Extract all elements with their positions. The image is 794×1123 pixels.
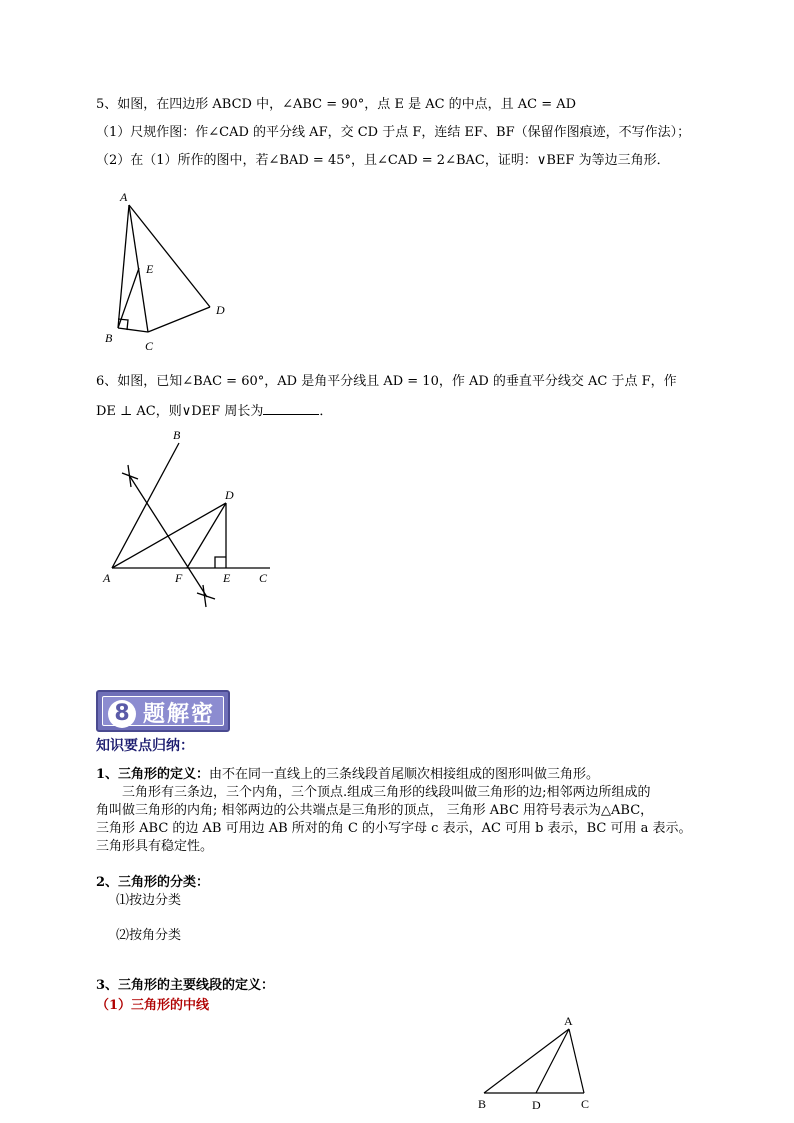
section3-sub1: （1）三角形的中线 <box>96 998 210 1013</box>
badge-title: 题解密 <box>143 702 216 727</box>
label-b: B <box>105 331 113 345</box>
segment-ab <box>118 205 129 328</box>
label-e: E <box>223 571 231 585</box>
segment-ac <box>569 1029 584 1093</box>
label-e: E <box>146 262 154 276</box>
problem6-line1: 6、如图，已知∠BAC = 60°，AD 是角平分线且 AD = 10，作 AD 的垂直平分线交 AC 于点 F，作 <box>96 374 677 389</box>
arc-mark-lower-1 <box>197 593 215 599</box>
label-c: C <box>145 339 154 353</box>
label-d: D <box>216 303 225 317</box>
section3-title: 3、三角形的主要线段的定义： <box>96 978 275 993</box>
badge-inner <box>102 696 224 726</box>
label-a: A <box>120 190 128 204</box>
answer-blank <box>263 402 319 415</box>
segment-ab <box>484 1029 569 1093</box>
label-c: C <box>259 571 268 585</box>
problem5-figure <box>100 185 240 355</box>
section1-definition: 由不在同一直线上的三条线段首尾顺次相接组成的图形叫做三角形。 <box>209 767 600 782</box>
section-badge <box>96 690 230 732</box>
problem6-line2-end: ． <box>319 404 333 419</box>
label-f: F <box>175 571 183 585</box>
perpendicular-bisector <box>129 475 207 597</box>
problem5-line3: （2）在（1）所作的图中，若∠BAD = 45°，且∠CAD = 2∠BAC，证明：∨BEF 为等边三角形． <box>96 153 670 168</box>
segment-ad <box>129 205 210 307</box>
problem5-line1: 5、如图，在四边形 ABCD 中，∠ABC = 90°，点 E 是 AC 的中点，且 AC = AD <box>96 97 577 112</box>
section1-title-line <box>96 767 599 783</box>
section1-line-4: 三角形具有稳定性。 <box>96 839 214 854</box>
section1-title: 1、三角形的定义： <box>96 767 210 782</box>
label-d: D <box>532 1098 541 1112</box>
section1-line-2: 角叫做三角形的内角; 相邻两边的公共端点是三角形的顶点， 三角形 ABC 用符号表示为△ABC， <box>96 803 654 818</box>
segment-df <box>187 503 226 568</box>
median-ad <box>536 1029 569 1093</box>
problem6-figure <box>95 425 285 610</box>
label-a: A <box>103 571 111 585</box>
problem6-line2 <box>96 402 332 420</box>
problem6-line2-text: DE ⊥ AC，则∨DEF 周长为 <box>96 404 264 419</box>
section1-line-1: 三角形有三条边，三个内角，三个顶点.组成三角形的线段叫做三角形的边;相邻两边所组成的 <box>122 785 651 800</box>
section2-item-2: ⑵按角分类 <box>116 928 182 943</box>
label-b: B <box>173 428 181 442</box>
segment-bc <box>118 328 148 332</box>
label-d: D <box>225 488 234 502</box>
section2-title: 2、三角形的分类： <box>96 875 210 890</box>
right-angle-mark <box>215 557 226 568</box>
section1-line-3: 三角形 ABC 的边 AB 可用边 AB 所对的角 C 的小写字母 c 表示，AC 可用 b 表示，BC 可用 a 表示。 <box>96 821 692 836</box>
badge-number: 8 <box>108 700 136 728</box>
label-b: B <box>478 1097 487 1111</box>
label-c: C <box>581 1097 590 1111</box>
section2-item-1: ⑴按边分类 <box>116 893 182 908</box>
summary-heading: 知识要点归纳： <box>96 738 194 754</box>
problem5-line2: （1）尺规作图：作∠CAD 的平分线 AF，交 CD 于点 F，连结 EF、BF（保留作图痕迹，不写作法）； <box>96 125 691 140</box>
median-figure <box>470 1012 600 1117</box>
label-a: A <box>564 1014 573 1028</box>
segment-cd <box>148 307 210 332</box>
